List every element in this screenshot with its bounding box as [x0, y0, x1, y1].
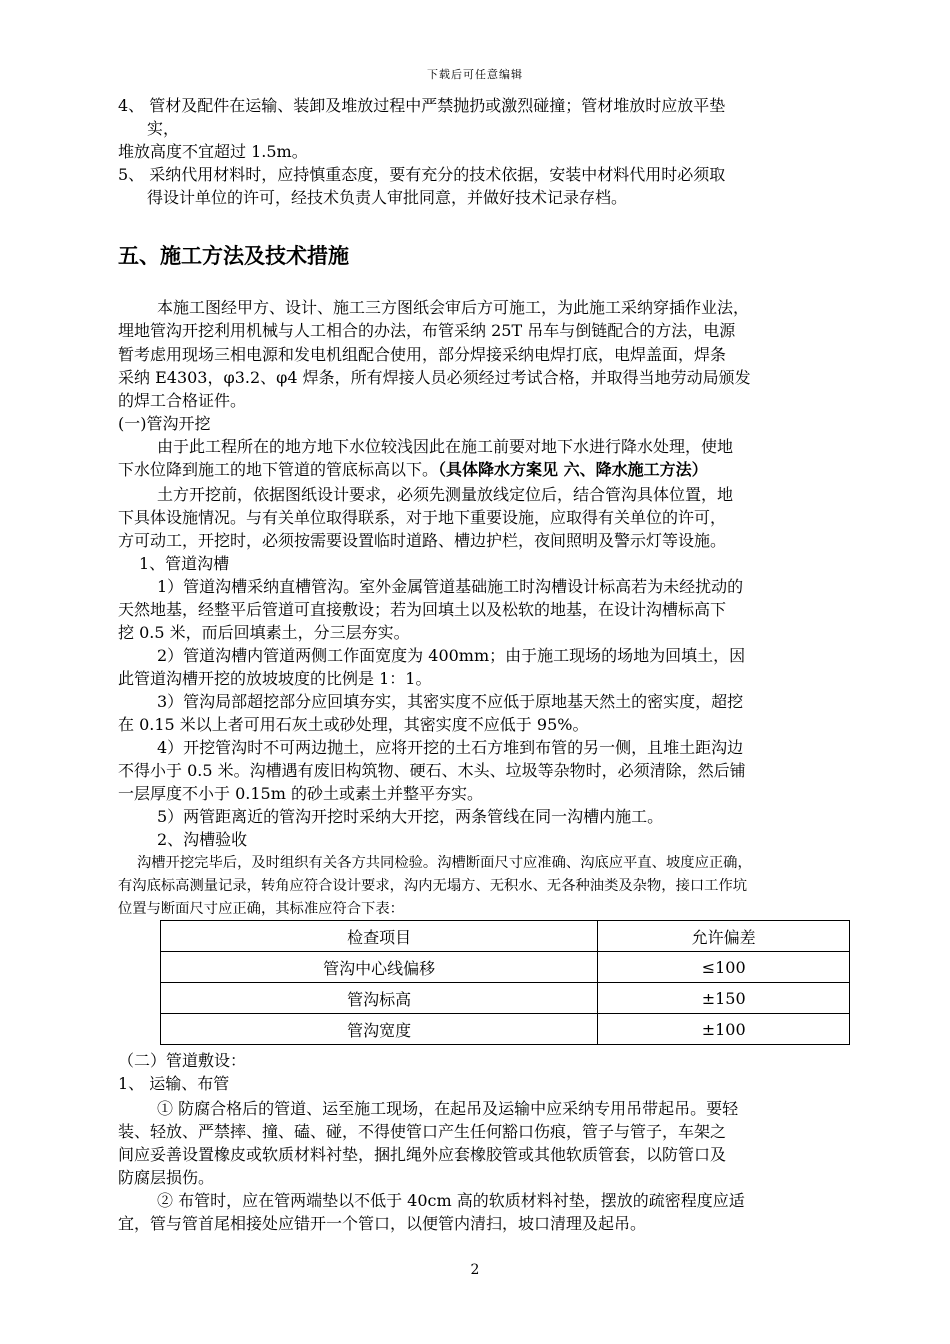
- text-line: 宜，管与管首尾相接处应错开一个管口，以便管内清扫，坡口清理及起吊。: [118, 1214, 647, 1233]
- text-line: 由于此工程所在的地方地下水位较浅因此在施工前要对地下水进行降水处理，使地: [157, 437, 734, 456]
- text-line: 2）管道沟槽内管道两侧工作面宽度为 400mm；由于施工现场的场地为回填土，因: [157, 646, 746, 665]
- tolerance-table: [160, 920, 850, 1045]
- page-number: 2: [470, 1262, 480, 1278]
- text-line: 4、 管材及配件在运输、装卸及堆放过程中严禁抛扔或激烈碰撞；管材堆放时应放平垫: [118, 96, 726, 115]
- text-line: 得设计单位的许可，经技术负责人审批同意，并做好技术记录存档。: [147, 188, 628, 207]
- text-line: 挖 0.5 米，而后回填素土，分三层夯实。: [118, 623, 410, 642]
- text-line: 实，: [147, 119, 180, 138]
- text-line: 土方开挖前，依据图纸设计要求，必须先测量放线定位后，结合管沟具体位置，地: [157, 485, 734, 504]
- table-header-cell: 允许偏差: [598, 921, 850, 952]
- table-row: [161, 1014, 850, 1045]
- header-note: 下载后可任意编辑: [427, 68, 523, 81]
- text-line: 采纳 E4303，φ3.2、φ4 焊条，所有焊接人员必须经过考试合格，并取得当地劳动局颁发: [118, 368, 751, 387]
- text-line: 在 0.15 米以上者可用石灰土或砂处理，其密实度不应低于 95%。: [118, 715, 589, 734]
- text-line: 沟槽开挖完毕后，及时组织有关各方共同检验。沟槽断面尺寸应准确、沟底应平直、坡度应正确，: [137, 855, 752, 871]
- table-cell: 管沟标高: [161, 983, 598, 1014]
- text-line: 不得小于 0.5 米。沟槽遇有废旧构筑物、硬石、木头、垃圾等杂物时，必须清除，然后铺: [118, 761, 746, 780]
- item-title: 1、管道沟槽: [139, 554, 230, 573]
- text-line: 有沟底标高测量记录，转角应符合设计要求，沟内无塌方、无积水、无各种油类及杂物，接口工作坑: [118, 878, 748, 894]
- item-title: 2、沟槽验收: [157, 830, 248, 849]
- text-line: 5、 采纳代用材料时，应持慎重态度，要有充分的技术依据，安装中材料代用时必须取: [118, 165, 726, 184]
- table-cell: ±100: [598, 1014, 850, 1045]
- table-cell: ±150: [598, 983, 850, 1014]
- table-header-row: [161, 921, 850, 952]
- text-line: 下具体设施情况。与有关单位取得联系，对于地下重要设施，应取得有关单位的许可，: [118, 508, 727, 527]
- text-line: 天然地基，经整平后管道可直接敷设；若为回填土以及松软的地基，在设计沟槽标高下: [118, 600, 727, 619]
- table-cell: 管沟中心线偏移: [161, 952, 598, 983]
- text-line: 一层厚度不小于 0.15m 的砂土或素土并整平夯实。: [118, 784, 483, 803]
- text-line: 4）开挖管沟时不可两边抛土，应将开挖的土石方堆到布管的另一侧，且堆土距沟边: [157, 738, 744, 757]
- text-line: 间应妥善设置橡皮或软质材料衬垫，捆扎绳外应套橡胶管或其他软质管套，以防管口及: [118, 1145, 727, 1164]
- text-line: ① 防腐合格后的管道、运至施工现场，在起吊及运输中应采纳专用吊带起吊。要轻: [157, 1099, 739, 1118]
- bold-reference: （具体降水方案见 六、降水施工方法）: [438, 460, 708, 479]
- text-line: 堆放高度不宜超过 1.5m。: [118, 142, 308, 161]
- text-line: ② 布管时，应在管两端垫以不低于 40cm 高的软质材料衬垫，摆放的疏密程度应适: [157, 1191, 745, 1210]
- table-cell: 管沟宽度: [161, 1014, 598, 1045]
- text-line: 此管道沟槽开挖的放坡坡度的比例是 1：1。: [118, 669, 432, 688]
- table-header-cell: 检查项目: [161, 921, 598, 952]
- text-line: 位置与断面尺寸应正确，其标准应符合下表：: [118, 901, 404, 917]
- text-line: [118, 459, 860, 481]
- subsection-title: （二）管道敷设：: [118, 1051, 247, 1070]
- section-title: 五、施工方法及技术措施: [118, 244, 349, 268]
- table-row: [161, 952, 850, 983]
- text-line: 5）两管距离近的管沟开挖时采纳大开挖，两条管线在同一沟槽内施工。: [157, 807, 664, 826]
- text-line: 的焊工合格证件。: [118, 391, 247, 410]
- text-line: 防腐层损伤。: [118, 1168, 215, 1187]
- text-line: 暂考虑用现场三相电源和发电机组配合使用，部分焊接采纳电焊打底，电焊盖面，焊条: [118, 345, 727, 364]
- text-line: 本施工图经甲方、设计、施工三方图纸会审后方可施工，为此施工采纳穿插作业法，: [157, 298, 750, 317]
- table-row: [161, 983, 850, 1014]
- text-line: 装、轻放、严禁摔、撞、磕、碰，不得使管口产生任何豁口伤痕，管子与管子，车架之: [118, 1122, 727, 1141]
- subsection-title: (一)管沟开挖: [118, 414, 211, 433]
- table-cell: ≤100: [598, 952, 850, 983]
- text-span: 下水位降到施工的地下管道的管底标高以下。: [118, 460, 439, 479]
- item-title: 1、 运输、布管: [118, 1074, 230, 1093]
- text-line: 1）管道沟槽采纳直槽管沟。室外金属管道基础施工时沟槽设计标高若为未经扰动的: [157, 577, 744, 596]
- text-line: 3）管沟局部超挖部分应回填夯实，其密实度不应低于原地基天然土的密实度，超挖: [157, 692, 744, 711]
- text-line: 埋地管沟开挖利用机械与人工相合的办法，布管采纳 25T 吊车与倒链配合的方法，电源: [118, 321, 736, 340]
- text-line: 方可动工，开挖时，必须按需要设置临时道路、槽边护栏，夜间照明及警示灯等设施。: [118, 531, 727, 550]
